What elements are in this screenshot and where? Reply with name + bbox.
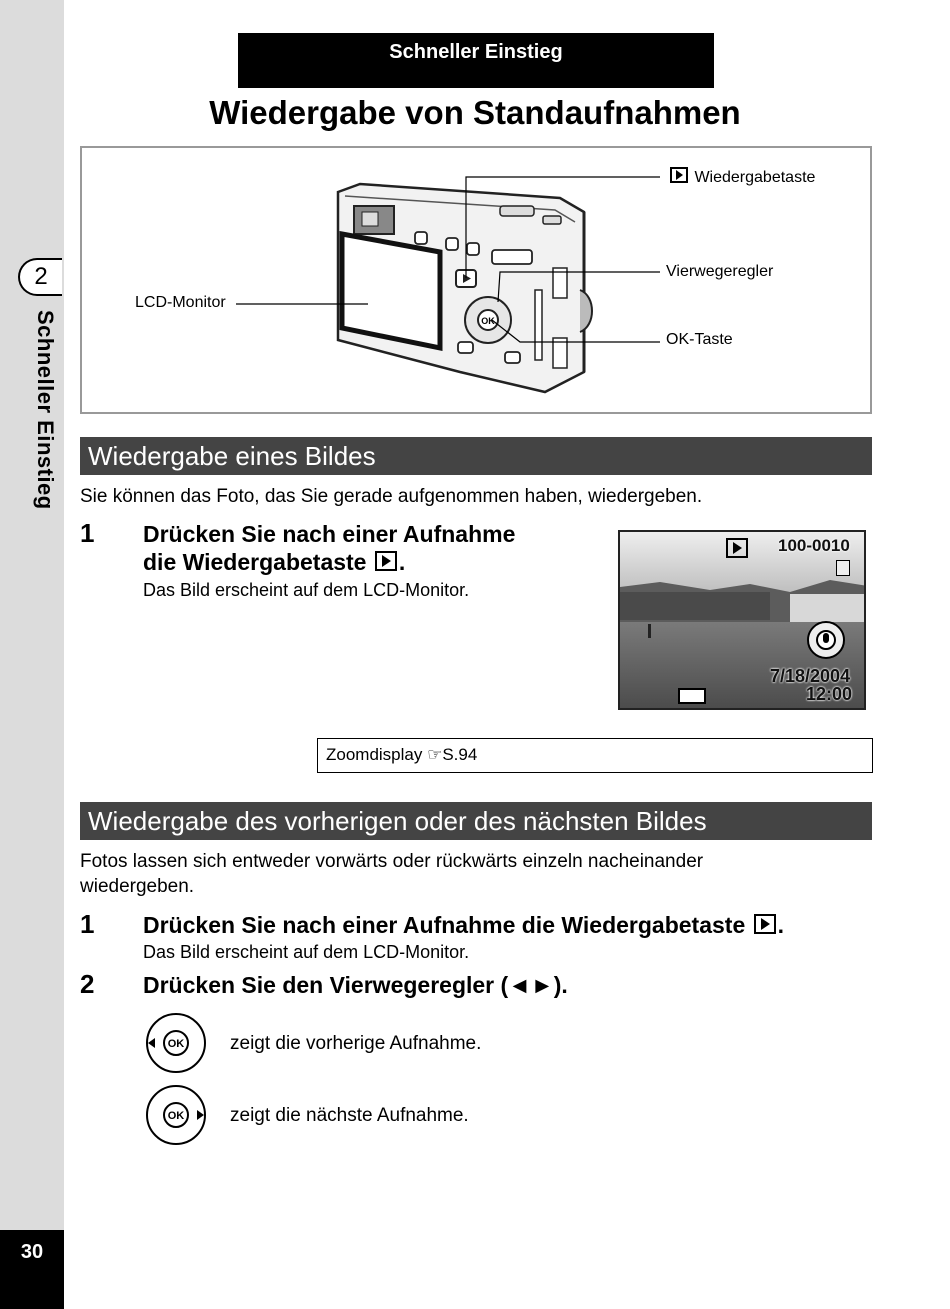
header-bar: Schneller Einstieg [238,33,714,88]
section1-step1-line2: die Wiedergabetaste . [143,549,406,575]
dial-left-icon [145,1012,207,1074]
callout-four-way: Vierwegeregler [666,263,774,280]
zoom-display-reference: Zoomdisplay ☞S.94 [317,738,873,773]
svg-text:OK: OK [167,1110,185,1122]
lcd-battery-icon [678,688,706,704]
camera-illustration [0,0,950,420]
svg-text:OK: OK [481,316,495,326]
section2-step1-number: 1 [80,909,95,939]
section2-step2-text: Drücken Sie den Vierwegeregler (◄►). [143,972,568,998]
callout-ok-button: OK-Taste [666,331,733,348]
dial-right-icon [145,1084,207,1146]
section1-intro: Sie können das Foto, das Sie gerade aufgenommen haben, wiedergeben. [80,486,703,507]
section2-intro-line2: wiedergeben. [80,876,195,897]
svg-text:OK: OK [167,1038,185,1050]
callout-playback-button: Wiedergabetaste [668,167,815,187]
playback-icon [670,167,688,183]
section1-heading: Wiedergabe eines Bildes [80,437,872,475]
lcd-protect-icon [836,560,850,576]
next-image-text: zeigt die nächste Aufnahme. [230,1105,469,1126]
page-title: Wiedergabe von Standaufnahmen [209,94,741,131]
section2-step2-number: 2 [80,969,95,999]
prev-image-text: zeigt die vorherige Aufnahme. [230,1033,482,1054]
chapter-title-vertical: Schneller Einstieg [33,310,58,510]
chapter-number-tab: 2 [18,258,62,296]
lcd-file-number: 100-0010 [778,536,850,555]
section2-step1-text: Drücken Sie nach einer Aufnahme die Wiedergabetaste . [143,912,785,938]
section1-step1-number: 1 [80,518,95,548]
playback-icon [754,914,776,934]
section2-intro-line1: Fotos lassen sich entweder vorwärts oder rückwärts einzeln nacheinander [80,851,704,872]
lcd-monitor [342,234,440,348]
lcd-time: 12:00 [806,684,853,704]
lcd-voice-memo-icon [804,620,848,664]
lcd-preview-image [618,530,866,710]
section2-step1-sub: Das Bild erscheint auf dem LCD-Monitor. [143,942,470,962]
lcd-date: 7/18/2004 [770,666,851,686]
section2-heading: Wiedergabe des vorherigen oder des nächsten Bildes [80,802,872,840]
section1-step1-line1: Drücken Sie nach einer Aufnahme [143,521,516,547]
page-number: 30 [20,1241,44,1263]
section1-step1-sub: Das Bild erscheint auf dem LCD-Monitor. [143,580,470,600]
callout-lcd-monitor: LCD-Monitor [135,294,226,311]
lcd-playback-icon [726,538,748,558]
playback-icon [375,551,397,571]
